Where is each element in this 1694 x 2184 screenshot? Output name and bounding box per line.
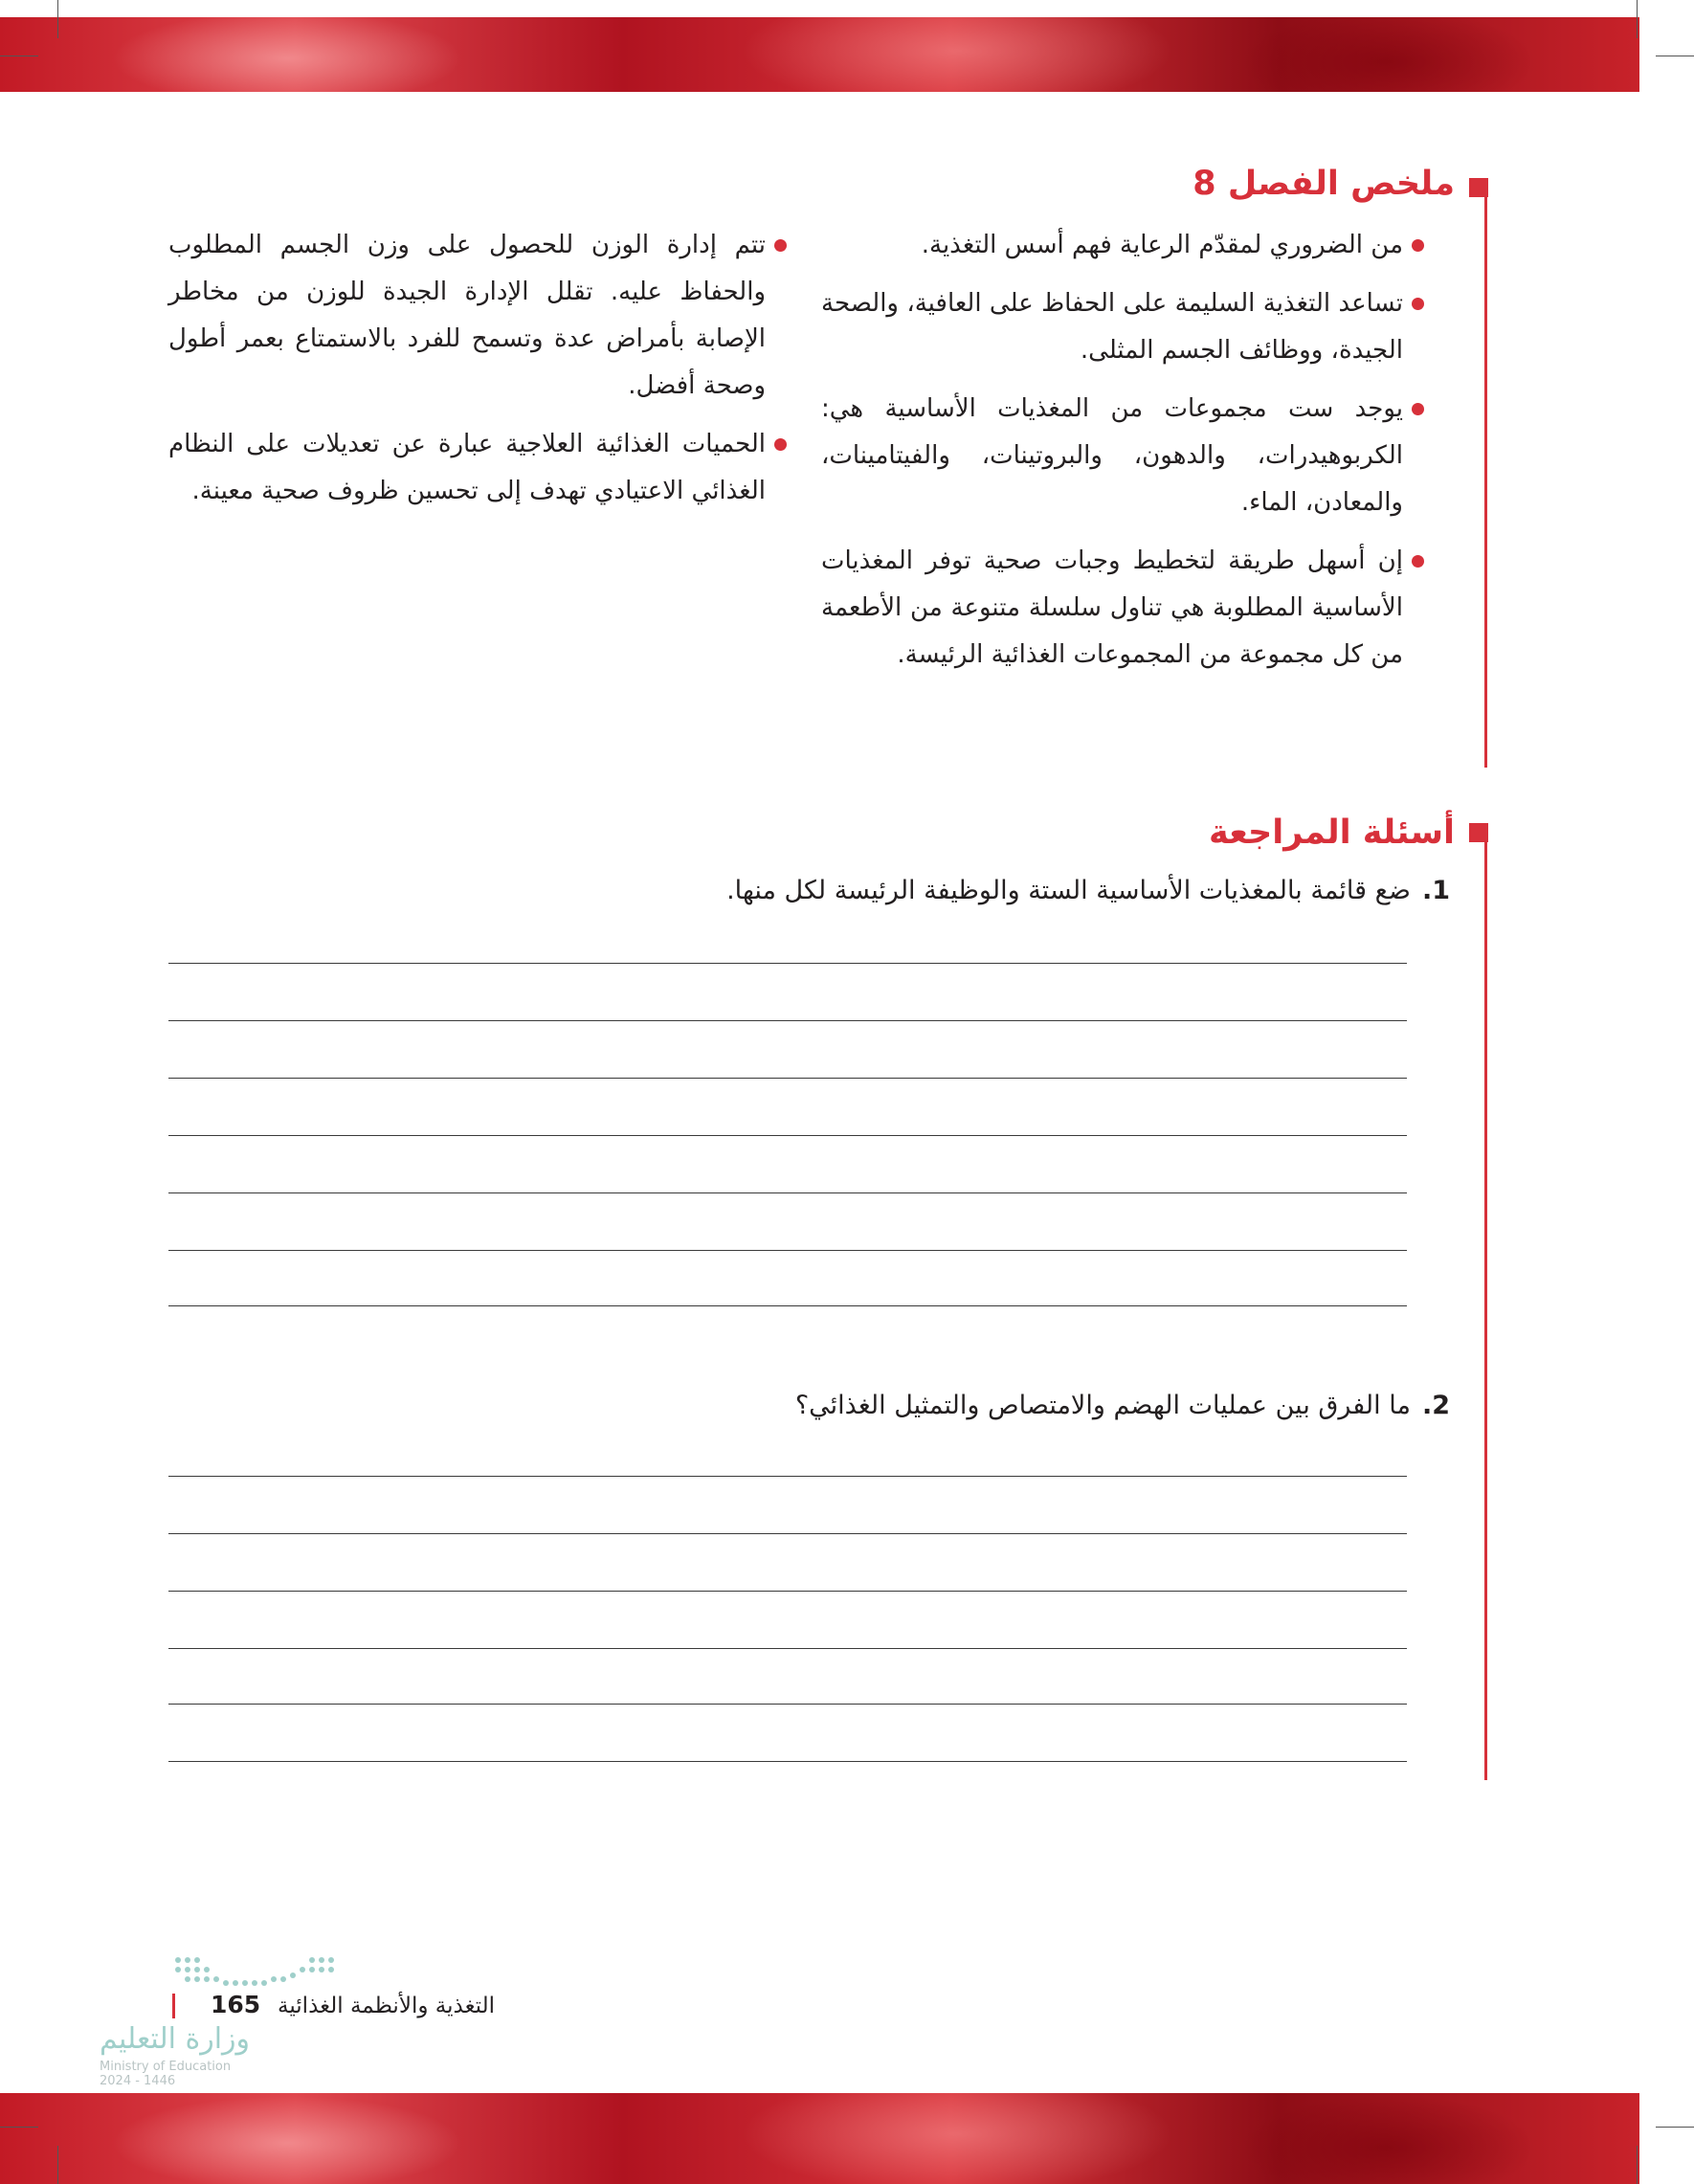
top-banner [0, 17, 1639, 92]
question-number: 2. [1421, 1391, 1450, 1420]
crop-mark [0, 2127, 38, 2128]
summary-heading-square [1469, 178, 1488, 197]
answer-line[interactable] [168, 1192, 1407, 1193]
crop-mark [1656, 2127, 1694, 2128]
bullet-icon [774, 438, 787, 451]
answer-line[interactable] [168, 963, 1407, 964]
answer-line[interactable] [168, 1533, 1407, 1534]
question-number: 1. [1421, 876, 1450, 905]
ministry-name-en: Ministry of Education 2024 - 1446 [100, 2060, 232, 2088]
bullet-icon [1412, 239, 1424, 252]
answer-line[interactable] [168, 1305, 1407, 1306]
book-title: التغذية والأنظمة الغذائية [278, 1994, 496, 2018]
answer-line[interactable] [168, 1020, 1407, 1021]
review-question-2 [795, 1391, 1450, 1420]
ministry-logo-dots-icon [170, 1952, 343, 1991]
bullet-icon [1412, 403, 1424, 415]
answer-line[interactable] [168, 1591, 1407, 1592]
summary-bullet: تساعد التغذية السليمة على الحفاظ على العافية، والصحة الجيدة، ووظائف الجسم المثلى. [821, 280, 1424, 374]
page-number: 165 [211, 1991, 261, 2018]
answer-line[interactable] [168, 1704, 1407, 1705]
answer-line[interactable] [168, 1648, 1407, 1649]
crop-mark [57, 0, 58, 38]
answer-line[interactable] [168, 1250, 1407, 1251]
review-question-1 [726, 876, 1450, 905]
summary-heading: ملخص الفصل 8 [1192, 165, 1455, 203]
review-heading: أسئلة المراجعة [1209, 813, 1455, 852]
ministry-name-ar: وزارة التعليم [100, 2022, 251, 2056]
summary-bullet: من الضروري لمقدّم الرعاية فهم أسس التغذية. [821, 222, 1424, 269]
answer-line[interactable] [168, 1078, 1407, 1079]
question-text: ما الفرق بين عمليات الهضم والامتصاص والتمثيل الغذائي؟ [794, 1391, 1411, 1420]
summary-bullet: يوجد ست مجموعات من المغذيات الأساسية هي: الكربوهيدرات، والدهون، والبروتينات، والفيتامينات، والمعادن، الماء. [821, 386, 1424, 526]
answer-line[interactable] [168, 1476, 1407, 1477]
footer-divider [172, 1994, 175, 2018]
answer-line[interactable] [168, 1135, 1407, 1136]
crop-mark [1637, 2146, 1638, 2184]
summary-right-column [821, 222, 1424, 690]
crop-mark [1637, 0, 1638, 38]
bottom-banner [0, 2093, 1639, 2184]
bullet-icon [774, 239, 787, 252]
summary-bullet: تتم إدارة الوزن للحصول على وزن الجسم المطلوب والحفاظ عليه. تقلل الإدارة الجيدة للوزن من مخاطر الإصابة بأمراض عدة وتسمح للفرد بالاستمتاع بعمر أطول وصحة أفضل. [168, 222, 787, 410]
summary-bullet: إن أسهل طريقة لتخطيط وجبات صحية توفر المغذيات الأساسية المطلوبة هي تناول سلسلة متنوعة من الأطعمة من كل مجموعة من المجموعات الغذائية الرئيسة. [821, 538, 1424, 679]
summary-bullet: الحميات الغذائية العلاجية عبارة عن تعديلات على النظام الغذائي الاعتيادي تهدف إلى تحسين ظروف صحية معينة. [168, 421, 787, 515]
answer-line[interactable] [168, 1761, 1407, 1762]
bullet-icon [1412, 298, 1424, 310]
summary-accent-bar [1484, 197, 1487, 768]
review-heading-square [1469, 823, 1488, 842]
question-text: ضع قائمة بالمغذيات الأساسية الستة والوظيفة الرئيسة لكل منها. [726, 876, 1411, 905]
review-accent-bar [1484, 842, 1487, 1780]
summary-left-column [168, 222, 787, 526]
bullet-icon [1412, 555, 1424, 568]
crop-mark [57, 2146, 58, 2184]
